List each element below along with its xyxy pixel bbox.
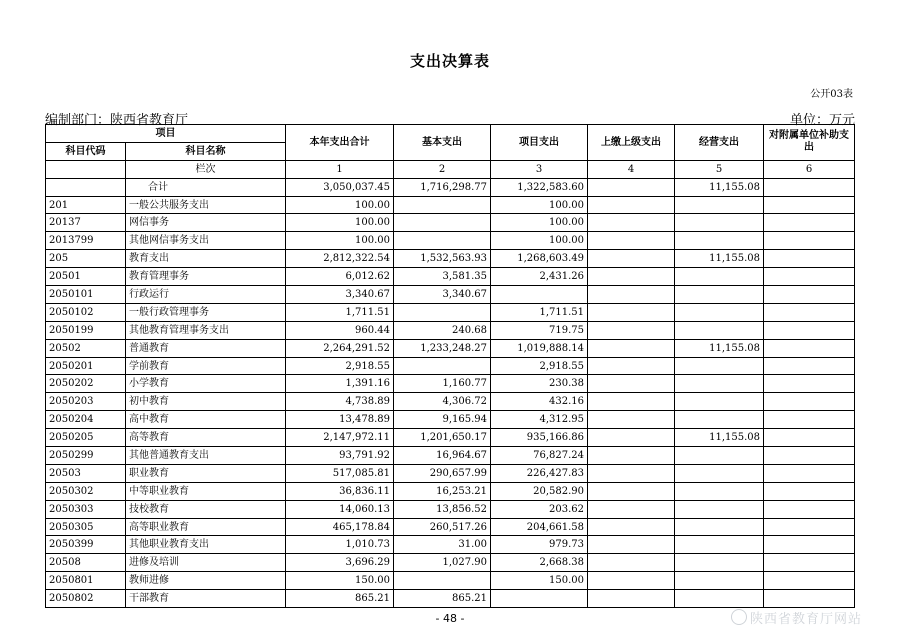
cell-basic (394, 232, 491, 250)
table-row (46, 339, 855, 357)
cell-project: 4,312.95 (491, 411, 588, 429)
cell-business (675, 375, 764, 393)
cell-subsidy (764, 214, 855, 232)
cell-business (675, 321, 764, 339)
header-code: 科目代码 (46, 142, 126, 160)
cell-project: 935,166.86 (491, 429, 588, 447)
cell-basic: 4,306.72 (394, 393, 491, 411)
cell-upper (588, 482, 675, 500)
cell-basic (394, 572, 491, 590)
header-row-1 (46, 125, 855, 143)
cell-subsidy (764, 286, 855, 304)
cell-code: 20501 (46, 268, 126, 286)
column-index-row (46, 160, 855, 178)
table-row (46, 482, 855, 500)
header-business: 经营支出 (675, 125, 764, 161)
cell-code: 2050801 (46, 572, 126, 590)
column-index-4: 4 (588, 160, 675, 178)
cell-business (675, 214, 764, 232)
cell-basic: 9,165.94 (394, 411, 491, 429)
header-total: 本年支出合计 (286, 125, 394, 161)
cell-total: 1,391.16 (286, 375, 394, 393)
cell-upper (588, 411, 675, 429)
cell-business (675, 590, 764, 608)
cell-total: 100.00 (286, 196, 394, 214)
cell-project: 432.16 (491, 393, 588, 411)
cell-basic (394, 214, 491, 232)
cell-upper (588, 500, 675, 518)
cell-name: 合计 (126, 178, 286, 196)
cell-name: 中等职业教育 (126, 482, 286, 500)
cell-upper (588, 214, 675, 232)
cell-name: 普通教育 (126, 339, 286, 357)
cell-project: 226,427.83 (491, 464, 588, 482)
cell-business (675, 536, 764, 554)
table-row (46, 411, 855, 429)
expenditure-table (45, 124, 855, 608)
cell-subsidy (764, 178, 855, 196)
cell-project: 100.00 (491, 196, 588, 214)
cell-total: 2,264,291.52 (286, 339, 394, 357)
cell-business (675, 500, 764, 518)
cell-project: 100.00 (491, 214, 588, 232)
cell-project: 100.00 (491, 232, 588, 250)
cell-business (675, 464, 764, 482)
cell-business (675, 572, 764, 590)
table-row (46, 250, 855, 268)
cell-business: 11,155.08 (675, 250, 764, 268)
table-row (46, 518, 855, 536)
table-row (46, 572, 855, 590)
table-row (46, 214, 855, 232)
site-watermark (731, 608, 862, 627)
cell-total: 1,711.51 (286, 303, 394, 321)
header-project: 项目支出 (491, 125, 588, 161)
cell-upper (588, 357, 675, 375)
watermark-logo-icon (731, 609, 747, 625)
cell-subsidy (764, 232, 855, 250)
cell-name: 行政运行 (126, 286, 286, 304)
cell-upper (588, 464, 675, 482)
table-row (46, 429, 855, 447)
page-number: - 48 - (435, 612, 465, 625)
table-row (46, 268, 855, 286)
header-item: 项目 (46, 125, 286, 143)
cell-basic: 1,201,650.17 (394, 429, 491, 447)
cell-business (675, 518, 764, 536)
cell-subsidy (764, 536, 855, 554)
cell-business (675, 482, 764, 500)
cell-project: 230.38 (491, 375, 588, 393)
cell-upper (588, 447, 675, 465)
cell-project: 150.00 (491, 572, 588, 590)
cell-project: 1,322,583.60 (491, 178, 588, 196)
cell-name: 其他职业教育支出 (126, 536, 286, 554)
cell-project: 1,268,603.49 (491, 250, 588, 268)
cell-name: 干部教育 (126, 590, 286, 608)
cell-upper (588, 590, 675, 608)
cell-name: 高中教育 (126, 411, 286, 429)
watermark-text: 陕西省教育厅网站 (749, 612, 862, 627)
cell-subsidy (764, 500, 855, 518)
cell-project: 76,827.24 (491, 447, 588, 465)
cell-basic: 1,532,563.93 (394, 250, 491, 268)
cell-business (675, 554, 764, 572)
cell-project (491, 286, 588, 304)
cell-subsidy (764, 554, 855, 572)
cell-name: 技校教育 (126, 500, 286, 518)
column-index-6: 6 (764, 160, 855, 178)
cell-basic: 1,233,248.27 (394, 339, 491, 357)
cell-basic: 13,856.52 (394, 500, 491, 518)
header-basic: 基本支出 (394, 125, 491, 161)
cell-business (675, 411, 764, 429)
table-row (46, 554, 855, 572)
cell-code: 20508 (46, 554, 126, 572)
compiling-department: 编制部门：陕西省教育厅 (45, 113, 189, 128)
cell-basic: 3,340.67 (394, 286, 491, 304)
cell-subsidy (764, 429, 855, 447)
cell-basic (394, 196, 491, 214)
cell-subsidy (764, 447, 855, 465)
table-row (46, 590, 855, 608)
cell-code: 2050802 (46, 590, 126, 608)
table-row (46, 393, 855, 411)
header-name: 科目名称 (126, 142, 286, 160)
cell-name: 教师进修 (126, 572, 286, 590)
cell-basic: 865.21 (394, 590, 491, 608)
cell-code: 2050101 (46, 286, 126, 304)
page-title: 支出决算表 (409, 52, 490, 70)
cell-name: 进修及培训 (126, 554, 286, 572)
cell-total: 960.44 (286, 321, 394, 339)
cell-code: 20137 (46, 214, 126, 232)
cell-subsidy (764, 339, 855, 357)
cell-total: 465,178.84 (286, 518, 394, 536)
cell-upper (588, 286, 675, 304)
cell-basic: 290,657.99 (394, 464, 491, 482)
cell-total: 2,918.55 (286, 357, 394, 375)
cell-project: 719.75 (491, 321, 588, 339)
cell-upper (588, 321, 675, 339)
cell-business (675, 196, 764, 214)
column-index-3: 3 (491, 160, 588, 178)
cell-basic: 1,160.77 (394, 375, 491, 393)
cell-name: 一般公共服务支出 (126, 196, 286, 214)
cell-total: 3,696.29 (286, 554, 394, 572)
unit-label: 单位：万元 (789, 113, 855, 128)
form-code: 公开03表 (810, 89, 853, 100)
column-index-5: 5 (675, 160, 764, 178)
cell-code: 2050204 (46, 411, 126, 429)
cell-name: 其他教育管理事务支出 (126, 321, 286, 339)
cell-project (491, 590, 588, 608)
cell-code: 2050305 (46, 518, 126, 536)
cell-project: 979.73 (491, 536, 588, 554)
table-row (46, 303, 855, 321)
cell-project: 2,918.55 (491, 357, 588, 375)
cell-business: 11,155.08 (675, 429, 764, 447)
cell-code: 20503 (46, 464, 126, 482)
cell-upper (588, 572, 675, 590)
cell-total: 13,478.89 (286, 411, 394, 429)
cell-total: 517,085.81 (286, 464, 394, 482)
cell-project: 204,661.58 (491, 518, 588, 536)
cell-total: 36,836.11 (286, 482, 394, 500)
cell-upper (588, 429, 675, 447)
cell-subsidy (764, 572, 855, 590)
cell-code: 2050199 (46, 321, 126, 339)
cell-name: 其他网信事务支出 (126, 232, 286, 250)
cell-subsidy (764, 393, 855, 411)
cell-upper (588, 518, 675, 536)
cell-total: 150.00 (286, 572, 394, 590)
cell-upper (588, 268, 675, 286)
cell-business: 11,155.08 (675, 178, 764, 196)
cell-upper (588, 393, 675, 411)
cell-subsidy (764, 464, 855, 482)
cell-subsidy (764, 482, 855, 500)
table-row (46, 447, 855, 465)
cell-upper (588, 178, 675, 196)
cell-name: 小学教育 (126, 375, 286, 393)
header-upper: 上缴上级支出 (588, 125, 675, 161)
cell-project: 203.62 (491, 500, 588, 518)
cell-project: 2,668.38 (491, 554, 588, 572)
cell-basic: 1,716,298.77 (394, 178, 491, 196)
cell-subsidy (764, 196, 855, 214)
cell-subsidy (764, 268, 855, 286)
cell-name: 教育支出 (126, 250, 286, 268)
cell-upper (588, 303, 675, 321)
cell-subsidy (764, 590, 855, 608)
column-index-2: 2 (394, 160, 491, 178)
header-subsidy: 对附属单位补助支出 (764, 125, 855, 161)
cell-code: 2050202 (46, 375, 126, 393)
cell-name: 职业教育 (126, 464, 286, 482)
cell-total: 3,050,037.45 (286, 178, 394, 196)
cell-total: 6,012.62 (286, 268, 394, 286)
cell-code: 2050302 (46, 482, 126, 500)
cell-basic: 1,027.90 (394, 554, 491, 572)
cell-business: 11,155.08 (675, 339, 764, 357)
table-row (46, 232, 855, 250)
table-row (46, 357, 855, 375)
cell-subsidy (764, 303, 855, 321)
cell-basic: 31.00 (394, 536, 491, 554)
cell-upper (588, 196, 675, 214)
cell-project: 20,582.90 (491, 482, 588, 500)
table-row (46, 196, 855, 214)
cell-code: 2050201 (46, 357, 126, 375)
cell-business (675, 303, 764, 321)
table-row (46, 321, 855, 339)
cell-subsidy (764, 518, 855, 536)
cell-subsidy (764, 357, 855, 375)
cell-name: 高等教育 (126, 429, 286, 447)
cell-name: 高等职业教育 (126, 518, 286, 536)
cell-total: 1,010.73 (286, 536, 394, 554)
cell-total: 2,812,322.54 (286, 250, 394, 268)
table-row (46, 464, 855, 482)
cell-total: 100.00 (286, 214, 394, 232)
table-row (46, 375, 855, 393)
column-index-1: 1 (286, 160, 394, 178)
cell-upper (588, 250, 675, 268)
cell-code: 205 (46, 250, 126, 268)
cell-total: 2,147,972.11 (286, 429, 394, 447)
table-body (46, 178, 855, 607)
cell-business (675, 357, 764, 375)
cell-code: 201 (46, 196, 126, 214)
cell-name: 网信事务 (126, 214, 286, 232)
cell-basic: 3,581.35 (394, 268, 491, 286)
cell-upper (588, 232, 675, 250)
cell-code: 2050205 (46, 429, 126, 447)
cell-total: 3,340.67 (286, 286, 394, 304)
table-row (46, 500, 855, 518)
column-index-label: 栏次 (126, 160, 286, 178)
cell-code: 2050102 (46, 303, 126, 321)
cell-subsidy (764, 250, 855, 268)
cell-code: 20502 (46, 339, 126, 357)
cell-name: 其他普通教育支出 (126, 447, 286, 465)
cell-project: 1,711.51 (491, 303, 588, 321)
table-row (46, 178, 855, 196)
cell-basic: 16,253.21 (394, 482, 491, 500)
cell-business (675, 447, 764, 465)
cell-code: 2050203 (46, 393, 126, 411)
cell-business (675, 268, 764, 286)
cell-code (46, 178, 126, 196)
cell-upper (588, 536, 675, 554)
cell-code: 2013799 (46, 232, 126, 250)
cell-subsidy (764, 375, 855, 393)
table-row (46, 536, 855, 554)
cell-subsidy (764, 321, 855, 339)
cell-code: 2050303 (46, 500, 126, 518)
cell-name: 一般行政管理事务 (126, 303, 286, 321)
cell-total: 93,791.92 (286, 447, 394, 465)
cell-name: 学前教育 (126, 357, 286, 375)
cell-basic (394, 303, 491, 321)
cell-business (675, 232, 764, 250)
cell-code: 2050299 (46, 447, 126, 465)
cell-basic: 16,964.67 (394, 447, 491, 465)
table-row (46, 286, 855, 304)
cell-basic (394, 357, 491, 375)
cell-project: 1,019,888.14 (491, 339, 588, 357)
cell-name: 初中教育 (126, 393, 286, 411)
cell-total: 14,060.13 (286, 500, 394, 518)
cell-upper (588, 554, 675, 572)
cell-basic: 240.68 (394, 321, 491, 339)
cell-total: 4,738.89 (286, 393, 394, 411)
cell-total: 865.21 (286, 590, 394, 608)
cell-subsidy (764, 411, 855, 429)
cell-basic: 260,517.26 (394, 518, 491, 536)
cell-upper (588, 375, 675, 393)
column-index-empty (46, 160, 126, 178)
cell-project: 2,431.26 (491, 268, 588, 286)
cell-total: 100.00 (286, 232, 394, 250)
cell-business (675, 393, 764, 411)
cell-business (675, 286, 764, 304)
cell-upper (588, 339, 675, 357)
cell-code: 2050399 (46, 536, 126, 554)
cell-name: 教育管理事务 (126, 268, 286, 286)
